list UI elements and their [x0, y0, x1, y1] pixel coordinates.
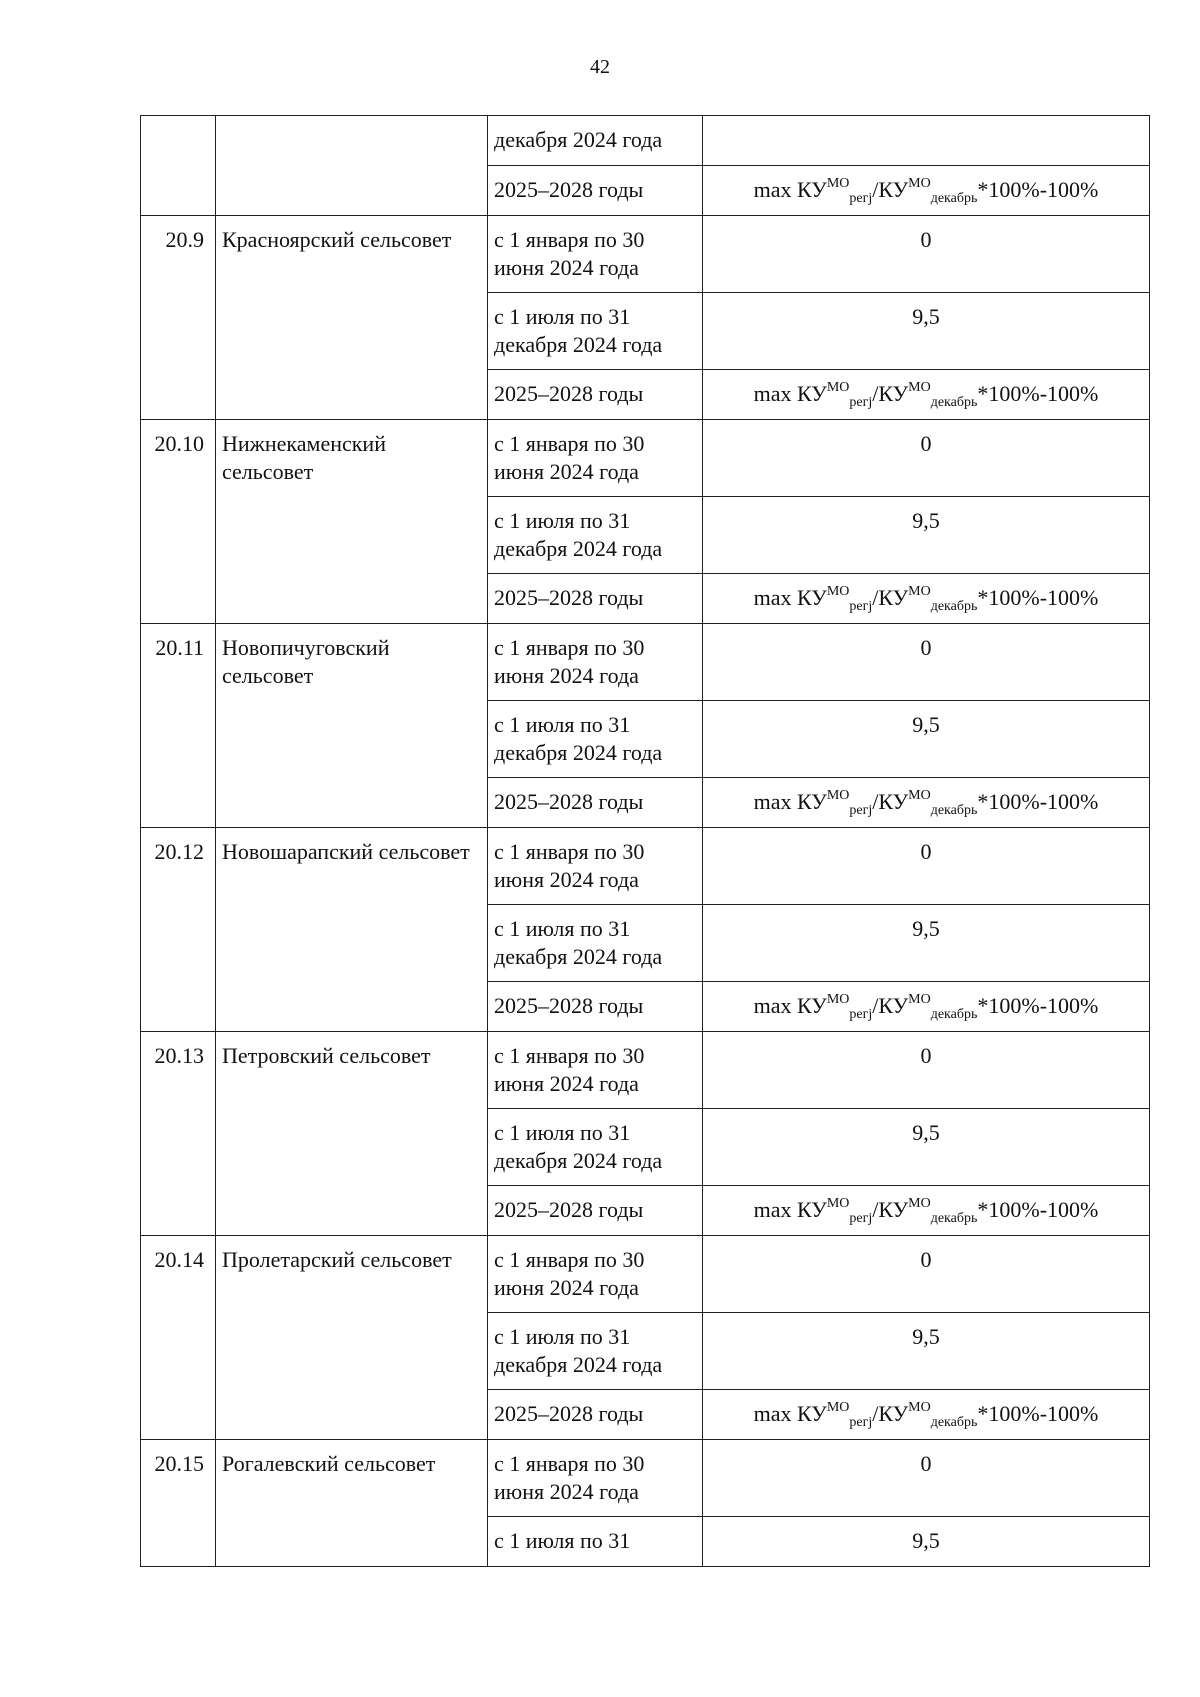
- formula-cell: $\max КУ^{МО}_{регj}/КУ^{МО}_{декабрь}*100\%-100\%$: [703, 1186, 1150, 1236]
- period-cell: с 1 января по 30 июня 2024 года: [488, 1032, 703, 1109]
- row-number: 20.10: [141, 420, 216, 624]
- row-number: 20.12: [141, 828, 216, 1032]
- period-cell: 2025–2028 годы: [488, 574, 703, 624]
- value-cell: 0: [703, 828, 1150, 905]
- value-cell: 0: [703, 216, 1150, 293]
- settlement-name: Рогалевский сельсовет: [216, 1440, 488, 1567]
- period-cell: с 1 июля по 31 декабря 2024 года: [488, 293, 703, 370]
- period-cell: 2025–2028 годы: [488, 166, 703, 216]
- tariff-table: [140, 115, 1150, 1567]
- period-cell: с 1 января по 30 июня 2024 года: [488, 1440, 703, 1517]
- table-row: [141, 116, 1150, 166]
- value-cell: 0: [703, 624, 1150, 701]
- settlement-name-cell: [216, 116, 488, 216]
- period-cell: с 1 июля по 31 декабря 2024 года: [488, 1109, 703, 1186]
- period-cell: с 1 июля по 31 декабря 2024 года: [488, 1313, 703, 1390]
- formula-cell: $\max КУ^{МО}_{регj}/КУ^{МО}_{декабрь}*100\%-100\%$: [703, 370, 1150, 420]
- period-cell: 2025–2028 годы: [488, 778, 703, 828]
- settlement-name: Нижнекаменский сельсовет: [216, 420, 488, 624]
- period-cell: с 1 января по 30 июня 2024 года: [488, 828, 703, 905]
- row-number: 20.9: [141, 216, 216, 420]
- row-number-cell: [141, 116, 216, 216]
- value-cell: 9,5: [703, 293, 1150, 370]
- row-number: 20.11: [141, 624, 216, 828]
- value-cell: 9,5: [703, 1109, 1150, 1186]
- settlement-name: Новопичуговский сельсовет: [216, 624, 488, 828]
- table-row: [141, 1236, 1150, 1313]
- formula-cell: $\max КУ^{МО}_{регj}/КУ^{МО}_{декабрь}*100\%-100\%$: [703, 166, 1150, 216]
- table-row: [141, 1032, 1150, 1109]
- settlement-name: Красноярский сельсовет: [216, 216, 488, 420]
- table-row: [141, 828, 1150, 905]
- period-cell: 2025–2028 годы: [488, 1390, 703, 1440]
- value-cell: 9,5: [703, 1313, 1150, 1390]
- value-cell: 0: [703, 1032, 1150, 1109]
- period-cell: 2025–2028 годы: [488, 1186, 703, 1236]
- row-number: 20.15: [141, 1440, 216, 1567]
- table-row: [141, 420, 1150, 497]
- formula-cell: $\max КУ^{МО}_{регj}/КУ^{МО}_{декабрь}*100\%-100\%$: [703, 778, 1150, 828]
- value-cell: 0: [703, 420, 1150, 497]
- value-cell: 9,5: [703, 701, 1150, 778]
- value-cell: [703, 116, 1150, 166]
- period-cell: 2025–2028 годы: [488, 370, 703, 420]
- period-cell: декабря 2024 года: [488, 116, 703, 166]
- period-cell: с 1 января по 30 июня 2024 года: [488, 216, 703, 293]
- row-number: 20.13: [141, 1032, 216, 1236]
- period-cell: с 1 января по 30 июня 2024 года: [488, 420, 703, 497]
- formula-cell: $\max КУ^{МО}_{регj}/КУ^{МО}_{декабрь}*100\%-100\%$: [703, 1390, 1150, 1440]
- settlement-name: Новошарапский сельсовет: [216, 828, 488, 1032]
- period-cell: с 1 июля по 31 декабря 2024 года: [488, 701, 703, 778]
- page-number: 42: [590, 56, 610, 78]
- table-row: [141, 1440, 1150, 1517]
- period-cell: 2025–2028 годы: [488, 982, 703, 1032]
- value-cell: 9,5: [703, 497, 1150, 574]
- settlement-name: Петровский сельсовет: [216, 1032, 488, 1236]
- period-cell: с 1 января по 30 июня 2024 года: [488, 624, 703, 701]
- row-number: 20.14: [141, 1236, 216, 1440]
- period-cell: с 1 января по 30 июня 2024 года: [488, 1236, 703, 1313]
- formula-cell: $\max КУ^{МО}_{регj}/КУ^{МО}_{декабрь}*100\%-100\%$: [703, 574, 1150, 624]
- table-row: [141, 216, 1150, 293]
- period-cell: с 1 июля по 31: [488, 1517, 703, 1567]
- value-cell: 0: [703, 1440, 1150, 1517]
- table-row: [141, 624, 1150, 701]
- value-cell: 9,5: [703, 905, 1150, 982]
- value-cell: 0: [703, 1236, 1150, 1313]
- period-cell: с 1 июля по 31 декабря 2024 года: [488, 497, 703, 574]
- value-cell: 9,5: [703, 1517, 1150, 1567]
- formula-cell: $\max КУ^{МО}_{регj}/КУ^{МО}_{декабрь}*100\%-100\%$: [703, 982, 1150, 1032]
- period-cell: с 1 июля по 31 декабря 2024 года: [488, 905, 703, 982]
- settlement-name: Пролетарский сельсовет: [216, 1236, 488, 1440]
